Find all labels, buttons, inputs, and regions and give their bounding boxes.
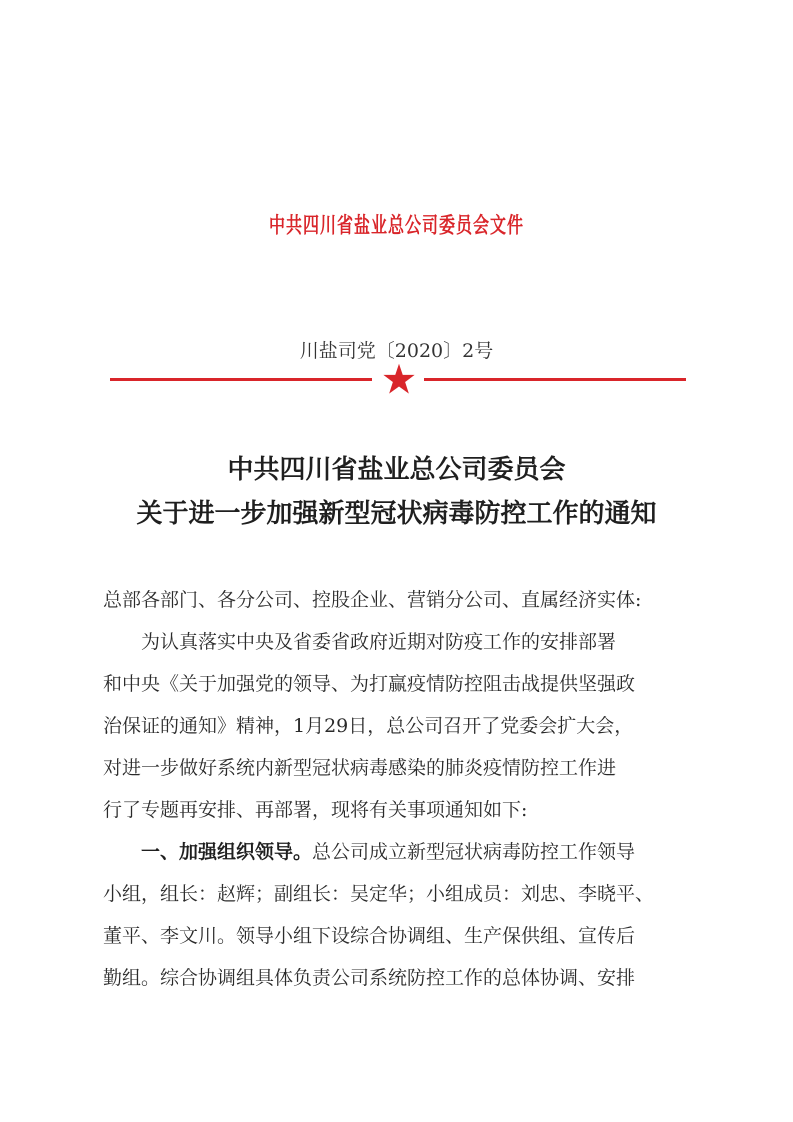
section-1-line-4: 勤组。综合协调组具体负责公司系统防控工作的总体协调、安排 (103, 967, 636, 989)
section-1-first-line (141, 837, 693, 864)
paragraph-1-line-5: 行了专题再安排、再部署，现将有关事项通知如下: (103, 799, 528, 821)
section-1-first-text: 总公司成立新型冠状病毒防控工作领导 (312, 841, 636, 863)
paragraph-1-line-2: 和中央《关于加强党的领导、为打赢疫情防控阻击战提供坚强政 (103, 673, 636, 695)
notice-title-line-1: 中共四川省盐业总公司委员会 (227, 455, 566, 485)
paragraph-1-line-3: 治保证的通知》精神，1月29日，总公司召开了党委会扩大会， (103, 715, 634, 737)
paragraph-1-line-1: 为认真落实中央及省委省政府近期对防疫工作的安排部署 (141, 631, 617, 653)
paragraph-1-line-4: 对进一步做好系统内新型冠状病毒感染的肺炎疫情防控工作进 (103, 757, 617, 779)
section-1-heading: 一、加强组织领导。 (141, 841, 313, 863)
section-1-line-2: 小组，组长：赵辉；副组长：吴定华；小组成员：刘忠、李晓平、 (103, 883, 655, 905)
red-star-icon (382, 362, 416, 396)
document-number: 川盐司党〔2020〕2号 (299, 340, 494, 362)
document-header-title: 中共四川省盐业总公司委员会文件 (268, 212, 524, 238)
red-rule-left (110, 378, 372, 381)
red-rule-right (424, 378, 686, 381)
section-1-line-3: 董平、李文川。领导小组下设综合协调组、生产保供组、宣传后 (103, 925, 636, 947)
salutation: 总部各部门、各分公司、控股企业、营销分公司、直属经济实体: (103, 589, 642, 611)
notice-title-line-2: 关于进一步加强新型冠状病毒防控工作的通知 (136, 499, 657, 529)
